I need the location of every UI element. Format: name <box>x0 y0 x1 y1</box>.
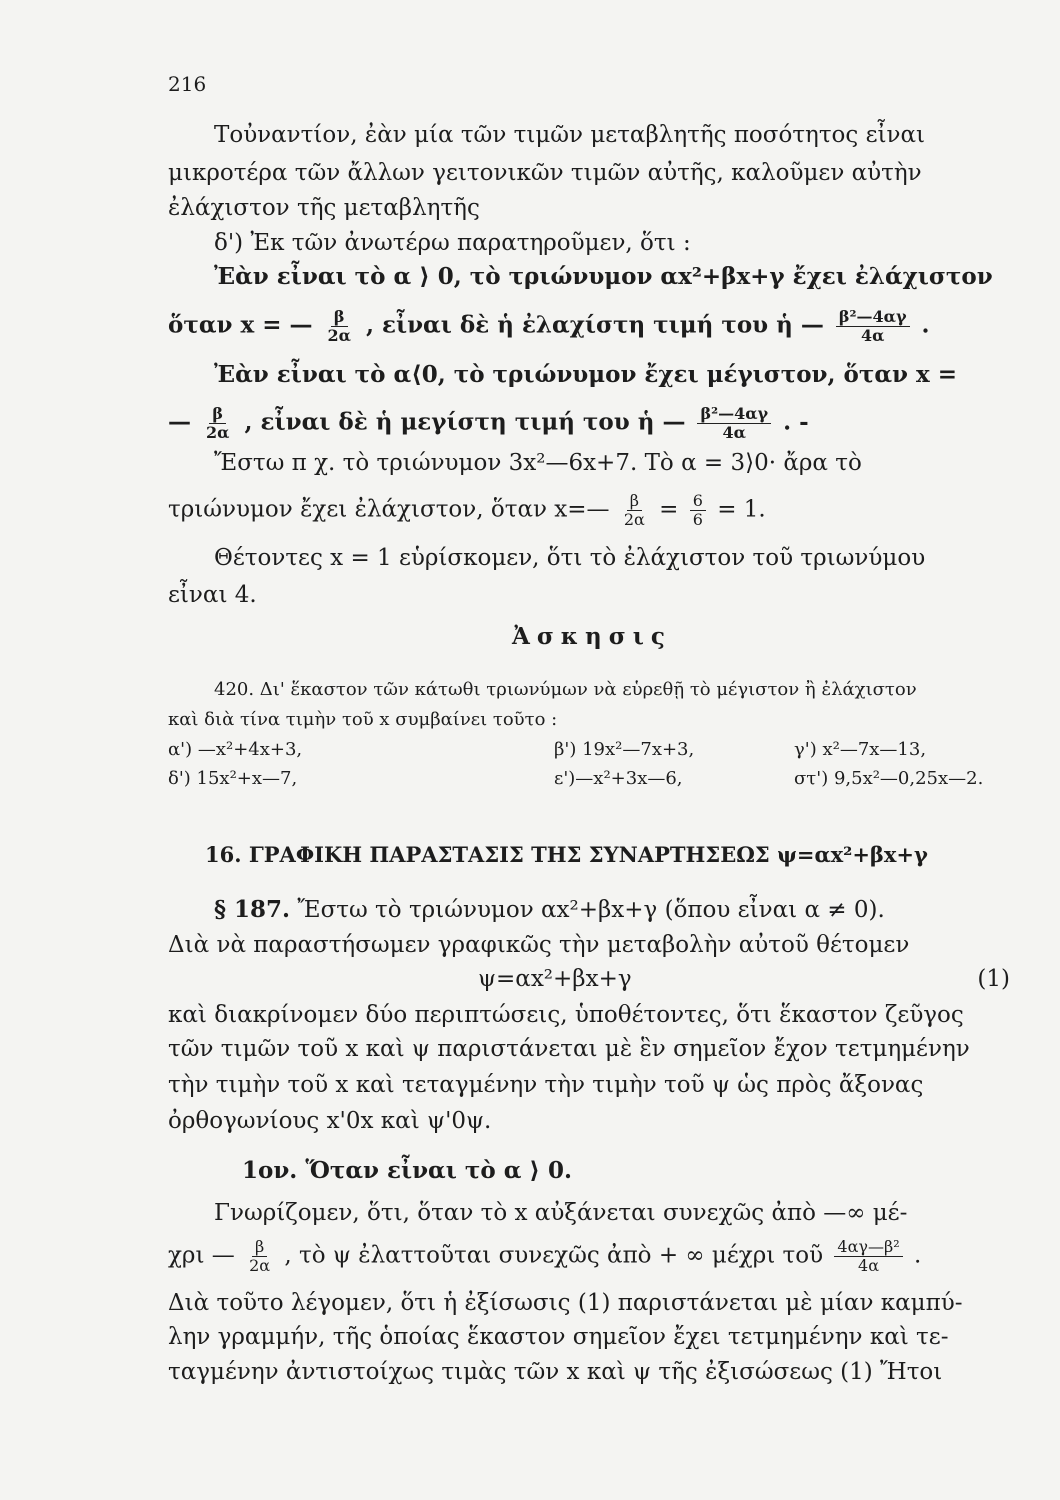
fraction: $\frac{\beta}{2\alpha}$ <box>249 1237 271 1275</box>
text-line: ὀρθογωνίους x'0x καὶ ψ'0ψ. <box>168 1108 492 1134</box>
text-span: ὅταν x = — <box>168 311 313 339</box>
formula-line <box>168 308 1024 345</box>
page-number: 216 <box>168 72 207 96</box>
text-span: — <box>168 408 191 436</box>
text-line: καὶ διακρίνομεν δύο περιπτώσεις, ὑποθέτοντες, ὅτι ἕκαστον ζεῦγος <box>168 1002 964 1028</box>
fraction: $\frac{\text{4αγ—β²}}{4\alpha}$ <box>834 1238 902 1275</box>
text-span: τριώνυμον ἔχει ἐλάχιστον, ὅταν x=— <box>168 496 610 523</box>
formula-line <box>168 1238 1024 1275</box>
exercise-line: 420. Δι' ἕκαστον τῶν κάτωθι τριωνύμων νὰ εὑρεθῇ τὸ μέγιστον ἢ ἐλάχιστον <box>214 679 917 700</box>
exercise-item: δ') 15x²+x—7, <box>168 768 298 789</box>
exercise-line: καὶ διὰ τίνα τιμὴν τοῦ x συμβαίνει τοῦτο : <box>168 709 558 730</box>
exercise-item: β') 19x²—7x+3, <box>554 739 695 760</box>
fraction: $\frac{\beta}{2\alpha}$ <box>206 404 230 442</box>
text-span: , τὸ ψ ἐλαττοῦται συνεχῶς ἀπὸ + ∞ μέχρι τοῦ <box>284 1242 824 1269</box>
subsection-title: 1ον. Ὅταν εἶναι τὸ α ⟩ 0. <box>242 1157 572 1184</box>
fraction: $\frac{\text{β²—4αγ}}{4\alpha}$ <box>836 308 910 345</box>
fraction: $\frac{\text{β²—4αγ}}{4\alpha}$ <box>697 405 771 442</box>
text-span: . - <box>783 408 809 436</box>
exercise-item: ε')—x²+3x—6, <box>554 768 683 789</box>
text-line: Θέτοντες x = 1 εὑρίσκομεν, ὅτι τὸ ἐλάχιστον τοῦ τριωνύμου <box>214 545 926 571</box>
text-line: λην γραμμήν, τῆς ὁποίας ἕκαστον σημεῖον ἔχει τετμημένην καὶ τε- <box>168 1324 949 1350</box>
fraction: $\frac{6}{6}$ <box>690 492 706 529</box>
text-line <box>214 895 1024 925</box>
equation: ψ=αx²+βx+γ <box>478 966 632 992</box>
rule-statement: Ἐὰν εἶναι τὸ α ⟩ 0, τὸ τριώνυμον αx²+βx+γ ἔχει ἐλάχιστον <box>214 263 993 290</box>
text-line: μικροτέρα τῶν ἄλλων γειτονικῶν τιμῶν αὐτῆς, καλοῦμεν αὐτὴν <box>168 160 922 186</box>
text-line: Τοὐναντίον, ἐὰν μία τῶν τιμῶν μεταβλητῆς ποσότητος εἶναι <box>214 122 926 148</box>
text-span: χρι — <box>168 1242 235 1269</box>
rule-statement: Ἐὰν εἶναι τὸ α⟨0, τὸ τριώνυμον ἔχει μέγιστον, ὅταν x = <box>214 361 957 388</box>
text-line: Διὰ νὰ παραστήσωμεν γραφικῶς τὴν μεταβολὴν αὐτοῦ θέτομεν <box>168 932 910 958</box>
exercise-item: στ') 9,5x²—0,25x—2. <box>794 768 984 789</box>
formula-line <box>168 405 1024 442</box>
text-line: ταγμένην ἀντιστοίχως τιμὰς τῶν x καὶ ψ τῆς ἐξισώσεως (1) Ἤτοι <box>168 1359 943 1385</box>
formula-line <box>168 492 1024 529</box>
text-line: δ') Ἐκ τῶν ἀνωτέρω παρατηροῦμεν, ὅτι : <box>214 230 691 256</box>
section-title: 16. ΓΡΑΦΙΚΗ ΠΑΡΑΣΤΑΣΙΣ ΤΗΣ ΣΥΝΑΡΤΗΣΕΩΣ ψ=αx²+βx+γ <box>205 842 928 867</box>
text-line: εἶναι 4. <box>168 582 257 608</box>
text-span: . <box>913 1242 922 1269</box>
fraction: $\frac{\beta}{2\alpha}$ <box>327 307 351 345</box>
text-line: τὴν τιμὴν τοῦ x καὶ τεταγμένην τὴν τιμὴν τοῦ ψ ὡς πρὸς ἄξονας <box>168 1072 924 1098</box>
text-span: = 1. <box>717 496 766 523</box>
section-heading-exercise <box>512 622 812 652</box>
equation-number: (1) <box>977 966 1010 992</box>
text-line: ἐλάχιστον τῆς μεταβλητῆς <box>168 195 480 221</box>
text-span: = <box>659 496 679 523</box>
fraction: $\frac{\beta}{2\alpha}$ <box>623 491 645 529</box>
text-line: τῶν τιμῶν τοῦ x καὶ ψ παριστάνεται μὲ ἓν σημεῖον ἔχον τετμημένην <box>168 1036 970 1062</box>
paragraph-number: § 187. <box>214 896 291 923</box>
text-span: Ἔστω τὸ τριώνυμον αx²+βx+γ (ὅπου εἶναι α ≠ 0). <box>297 897 885 923</box>
exercise-item: α') —x²+4x+3, <box>168 739 303 760</box>
text-span: Ἀσκησις <box>512 623 672 650</box>
text-line: Γνωρίζομεν, ὅτι, ὅταν τὸ x αὐξάνεται συνεχῶς ἀπὸ —∞ μέ- <box>214 1200 908 1226</box>
text-line: Διὰ τοῦτο λέγομεν, ὅτι ἡ ἐξίσωσις (1) παριστάνεται μὲ μίαν καμπύ- <box>168 1290 963 1316</box>
text-line: Ἔστω π χ. τὸ τριώνυμον 3x²—6x+7. Τὸ α = 3⟩0· ἄρα τὸ <box>214 450 862 476</box>
text-span: , εἶναι δὲ ἡ ἐλαχίστη τιμή του ἡ — <box>365 311 824 339</box>
exercise-item: γ') x²—7x—13, <box>794 739 927 760</box>
text-span: . <box>921 311 930 339</box>
text-span: , εἶναι δὲ ἡ μεγίστη τιμή του ἡ — <box>244 408 686 436</box>
